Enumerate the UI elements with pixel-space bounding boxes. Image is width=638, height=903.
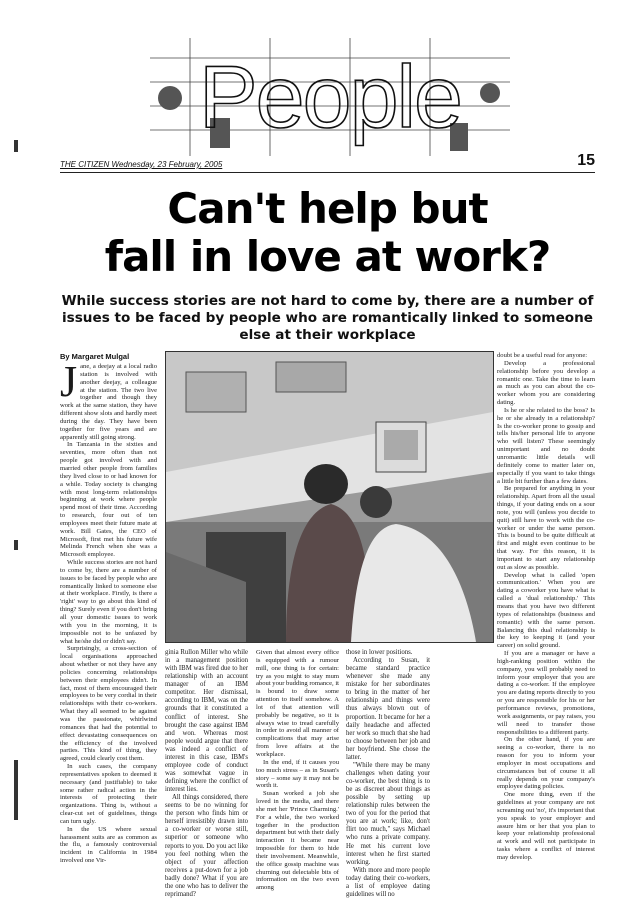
paragraph: Develop a professional relationship before you develop a romantic one. Take the time to learn as much as you can about the co-worker whom you are considering dating. bbox=[497, 359, 595, 407]
paragraph: Develop what is called 'open communication.' When you are dating a coworker you have what is called a 'dual relationship.' This means that you have two different types of relationships (business and romantic) with the same person. Balancing this dual relationship is the key to keeping it (and your career) on solid ground. bbox=[497, 571, 595, 650]
registration-mark bbox=[14, 540, 18, 550]
column-3 bbox=[256, 649, 339, 892]
paragraph: Given that almost every office is equipped with a rumour mill, one thing is for certain: try as you might to stay mum about your budding romance, it is bound to draw some attention to itself somehow. A lot of that attention will probably be negative, so it is always wise to tread carefully in order to avoid all manner of complications that may arise from love affairs at the workplace. bbox=[256, 649, 339, 758]
paragraph: In such cases, the company representatives spoken to deemed it necessary (and justifiable) to take some rather radical action in the interests of protecting their organizations. Thing is, without a clear-cut set of guidelines, things can turn ugly. bbox=[60, 763, 157, 825]
masthead bbox=[150, 38, 510, 156]
column-5 bbox=[497, 352, 595, 862]
page-number: 15 bbox=[577, 152, 595, 169]
paragraph: Susan worked a job she loved in the media, and there she met her 'Prince Charming.' For a while, the two worked together in the production department but with their daily interaction it became near impossible for them to hide their involvement. Meanwhile, the office gossip machine was churning out delectable bits of information on the two even among bbox=[256, 790, 339, 892]
lead-paragraph: Jane, a deejay at a local radio station is involved with another deejay, a colleague at the station. The two live together and though they work at the same station, they have different show slots and hardly meet during the day. They have been together for five years and are apparently still going strong. bbox=[60, 357, 157, 441]
paragraph: ginia Rullon Miller who while in a management position with IBM was fired due to her relationship with an account manager of an IBM competitor. Her dismissal, according to IBM, was on the grounds that it constituted a conflict of interest. She brought the case against IBM and won. Whereas most people would argue that there was indeed a conflict of interest in this case, IBM's employee code of conduct was somewhat vague in defining where the conflict of interest lies. bbox=[165, 649, 248, 794]
publication-dateline: THE CITIZEN Wednesday, 23 February, 2005 bbox=[60, 160, 223, 169]
paragraph: On the other hand, if you are seeing a co-worker, there is no reason for you to inform your employer in most occupations and circumstances but of course it all really depends on your company's employee dating policies. bbox=[497, 736, 595, 791]
paragraph: Is he or she related to the boss? Is he or she already in a relationship? Is the co-worker prone to gossip and tells his/her personal life to anyone who will listen? These seemingly unimportant and no doubt unromantic little details will definitely come to matter later on, especially if you want to take things a little bit further than a few dates. bbox=[497, 406, 595, 485]
paragraph: In the end, if it causes you too much stress – as in Susan's story – some say it may not be worth it. bbox=[256, 758, 339, 790]
masthead-title: People bbox=[198, 47, 461, 146]
paragraph: doubt be a useful read for anyone: bbox=[497, 352, 588, 359]
paragraph: In Tanzania in the sixties and seventies, more often than not people got involved with and married other people from families they lived close to or had known for a while. Today society is changing with most long-term relationships beginning at work where people spend most of their time. According to research, four out of ten employees meet their future mate at work. Bill Gates, the CEO of Microsoft, first met his future wife Melinda French when she was a Microsoft employee. bbox=[60, 441, 157, 559]
headline-line-2: fall in love at work? bbox=[104, 232, 551, 281]
paragraph: those in lower positions. bbox=[346, 649, 413, 656]
paragraph: Surprisingly, a cross-section of local organisations approached about whether or not they have any policies concerning relationships between their employees didn't. In fact, most of them encouraged their employees to be very cordial in their relationships with their co-workers. What they all seemed to be against was the passionate, whirlwind romances that had the potential to effect devastating consequences on the efficiency of the involved parties. This kind of thing, they agreed, could clearly cost them. bbox=[60, 645, 157, 763]
headline bbox=[60, 185, 595, 281]
paragraph: Be prepared for anything in your relationship. Apart from all the usual things, if your dating ends on a sour note, you will (unless you decide to quit) still have to work with the co-worker or under the same person. This is bound to be quite difficult at first and might even continue to be that way. For this reason, it is important to start any relationship out as slow as possible. bbox=[497, 485, 595, 571]
running-header bbox=[60, 152, 595, 173]
headline-line-1: Can't help but bbox=[167, 184, 488, 233]
drop-cap: J bbox=[60, 357, 78, 406]
paragraph: If you are a manager or have a high-ranking position within the company, you will probably need to inform your employer that you are dating a co-worker. If the employee you are dating reports directly to you or you are responsible for his or her performance reviews, promotions, work assignments, or pay raises, you will need to transfer those responsibilities to a different party. bbox=[497, 650, 595, 736]
couple-photo bbox=[165, 351, 494, 643]
paragraph: According to Susan, it became standard practice whenever she made any mistake for her subordinates to bring in the matter of her relationship and things were thus always blown out of proportion. It became for her a daily headache and affected her work so much that she had to choose between her job and her boyfriend. She chose the latter. bbox=[346, 657, 430, 761]
standfirst: While success stories are not hard to come by, there are a number of issues to be faced by people who are romantically linked to someone else at their workplace bbox=[61, 293, 594, 343]
couple-photo-icon bbox=[166, 352, 493, 642]
registration-mark bbox=[14, 760, 18, 820]
paragraph: "While there may be many challenges when dating your co-worker, the best thing is to be as discreet about things as possible by setting up relationship rules between the two of you for the period that you are at work; like, don't flirt too much," says Michael who runs a private company. He met his current love interest when he first started working. bbox=[346, 761, 430, 866]
paragraph: All things considered, there seems to be no winning for the person who finds him or herself irresistibly drawn into a co-worker or worse still, superior or someone who reports to you. Do you act like you feel nothing when the object of your affection receives a put-down for a job badly done? What if you are the one who has to deliver the reprimand? bbox=[165, 794, 248, 898]
registration-mark bbox=[14, 140, 18, 152]
paragraph: While success stories are not hard to come by, there are a number of issues to be faced by people who are romantically linked to someone else at their workplace. Firstly, is there a 'right' way to go about this kind of thing? Surely even if you don't bring all your domestic issues to work with you in the morning, it is impossible not to be unfazed by what he/she did or didn't say. bbox=[60, 559, 157, 645]
column-2 bbox=[165, 649, 248, 899]
byline: By Margaret Mulgal bbox=[60, 352, 130, 361]
paragraph: With more and more people today dating their co-workers, a list of employee dating guidelines will no bbox=[346, 866, 430, 898]
paragraph: In the US where sexual harassment suits are as common as the flu, a famously controversial incident in California in 1984 involved one Vir- bbox=[60, 825, 157, 865]
paragraph: One more thing, even if the guidelines at your company are not screaming out 'no', it's important that you speak to your employer and assure him or her that you plan to keep your relationship professional at work and will not participate in tasks where a conflict of interest may develop. bbox=[497, 791, 595, 861]
column-1 bbox=[60, 357, 157, 865]
column-4 bbox=[346, 649, 430, 899]
